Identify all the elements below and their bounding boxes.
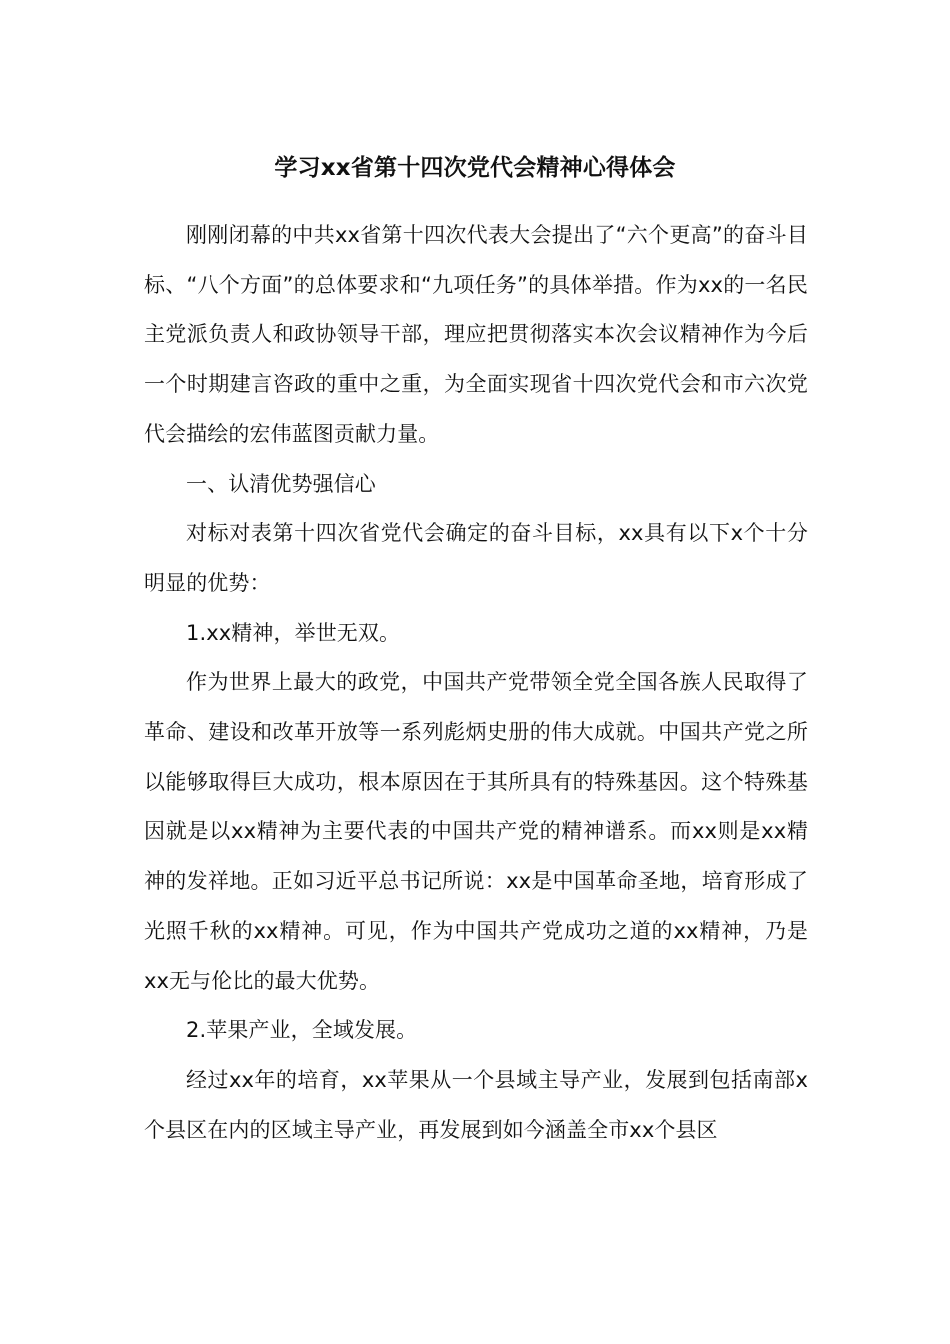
section-heading-1: 一、认清优势强信心: [186, 471, 376, 496]
subheading-2: 2.苹果产业，全域发展。: [186, 1018, 418, 1043]
subheading-1: 1.xx精神，举世无双。: [186, 620, 401, 645]
paragraph-advantages-intro: 对标对表第十四次省党代会确定的奋斗目标，xx具有以下x个十分明显的优势：: [144, 521, 808, 595]
paragraph-intro: 刚刚闭幕的中共xx省第十四次代表大会提出了“六个更高”的奋斗目标、“八个方面”的总体要求和“九项任务”的具体举措。作为xx的一名民主党派负责人和政协领导干部，理应把贯彻落实本次会议精神作为今后一个时期建言咨政的重中之重，为全面实现省十四次党代会和市六次党代会描绘的宏伟蓝图贡献力量。: [144, 223, 808, 446]
document-body: [144, 211, 808, 1155]
paragraph-apple-industry: 经过xx年的培育，xx苹果从一个县域主导产业，发展到包括南部x个县区在内的区域主导产业，再发展到如今涵盖全市xx个县区: [144, 1067, 808, 1142]
paragraph-spirit: 作为世界上最大的政党，中国共产党带领全党全国各族人民取得了革命、建设和改革开放等一系列彪炳史册的伟大成就。中国共产党之所以能够取得巨大成功，根本原因在于其所具有的特殊基因。这个特殊基因就是以xx精神为主要代表的中国共产党的精神谱系。而xx则是xx精神的发祥地。正如习近平总书记所说：xx是中国革命圣地，培育形成了光照千秋的xx精神。可见，作为中国共产党成功之道的xx精神，乃是xx无与伦比的最大优势。: [144, 670, 808, 993]
document-title: 学习xx省第十四次党代会精神心得体会: [274, 155, 676, 181]
